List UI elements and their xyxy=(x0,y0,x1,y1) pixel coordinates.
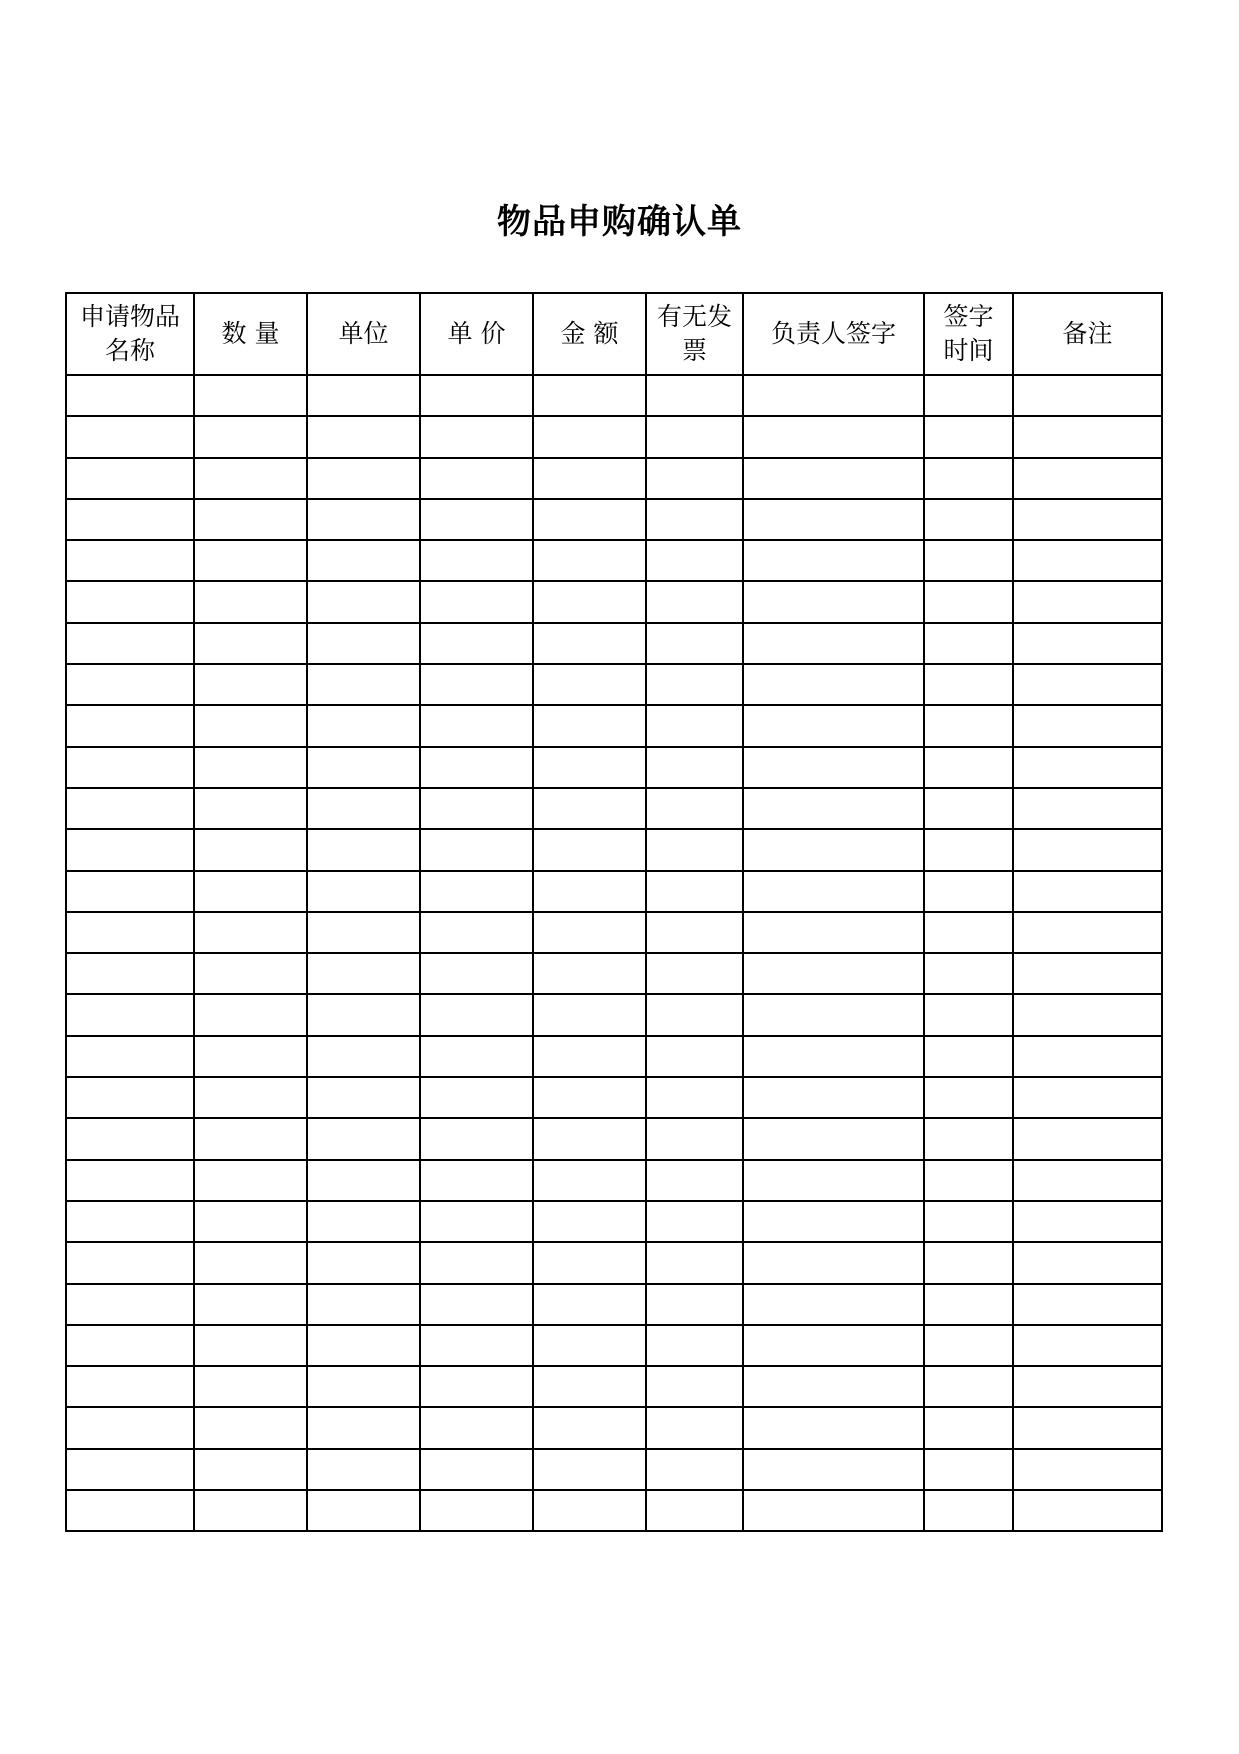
cell-invoice[interactable] xyxy=(646,499,743,540)
table-row xyxy=(66,953,1162,994)
cell-unit-price[interactable] xyxy=(420,871,533,912)
table-row xyxy=(66,458,1162,499)
cell-unit[interactable] xyxy=(307,1449,420,1490)
cell-item-name[interactable] xyxy=(66,1201,194,1242)
cell-invoice[interactable] xyxy=(646,1449,743,1490)
cell-unit[interactable] xyxy=(307,1284,420,1325)
cell-unit-price[interactable] xyxy=(420,788,533,829)
cell-responsible-signature[interactable] xyxy=(743,1077,924,1118)
cell-amount[interactable] xyxy=(533,1490,646,1531)
table-row xyxy=(66,1449,1162,1490)
cell-quantity[interactable] xyxy=(194,1077,307,1118)
cell-invoice[interactable] xyxy=(646,788,743,829)
cell-sign-time[interactable] xyxy=(924,829,1013,870)
cell-unit-price[interactable] xyxy=(420,705,533,746)
cell-amount[interactable] xyxy=(533,871,646,912)
cell-item-name[interactable] xyxy=(66,788,194,829)
cell-unit-price[interactable] xyxy=(420,581,533,622)
cell-unit-price[interactable] xyxy=(420,623,533,664)
cell-quantity[interactable] xyxy=(194,623,307,664)
cell-responsible-signature[interactable] xyxy=(743,994,924,1035)
cell-item-name[interactable] xyxy=(66,458,194,499)
cell-unit[interactable] xyxy=(307,1036,420,1077)
cell-amount[interactable] xyxy=(533,540,646,581)
cell-quantity[interactable] xyxy=(194,1407,307,1448)
table-row xyxy=(66,1036,1162,1077)
cell-unit-price[interactable] xyxy=(420,540,533,581)
cell-sign-time[interactable] xyxy=(924,1160,1013,1201)
cell-unit[interactable] xyxy=(307,953,420,994)
cell-unit[interactable] xyxy=(307,664,420,705)
cell-amount[interactable] xyxy=(533,664,646,705)
cell-sign-time[interactable] xyxy=(924,416,1013,457)
cell-amount[interactable] xyxy=(533,829,646,870)
cell-quantity[interactable] xyxy=(194,581,307,622)
cell-sign-time[interactable] xyxy=(924,1449,1013,1490)
cell-remarks[interactable] xyxy=(1013,416,1162,457)
cell-invoice[interactable] xyxy=(646,1201,743,1242)
cell-responsible-signature[interactable] xyxy=(743,1449,924,1490)
cell-remarks[interactable] xyxy=(1013,953,1162,994)
cell-responsible-signature[interactable] xyxy=(743,499,924,540)
cell-amount[interactable] xyxy=(533,994,646,1035)
cell-quantity[interactable] xyxy=(194,458,307,499)
table-row xyxy=(66,1407,1162,1448)
cell-sign-time[interactable] xyxy=(924,664,1013,705)
cell-sign-time[interactable] xyxy=(924,499,1013,540)
cell-unit[interactable] xyxy=(307,623,420,664)
cell-amount[interactable] xyxy=(533,1160,646,1201)
cell-sign-time[interactable] xyxy=(924,1490,1013,1531)
cell-invoice[interactable] xyxy=(646,540,743,581)
cell-amount[interactable] xyxy=(533,1036,646,1077)
cell-responsible-signature[interactable] xyxy=(743,664,924,705)
cell-unit-price[interactable] xyxy=(420,1284,533,1325)
cell-item-name[interactable] xyxy=(66,540,194,581)
cell-unit-price[interactable] xyxy=(420,1325,533,1366)
cell-responsible-signature[interactable] xyxy=(743,458,924,499)
cell-quantity[interactable] xyxy=(194,788,307,829)
cell-invoice[interactable] xyxy=(646,705,743,746)
cell-invoice[interactable] xyxy=(646,1366,743,1407)
header-remarks: 备注 xyxy=(1013,293,1162,375)
cell-quantity[interactable] xyxy=(194,1242,307,1283)
cell-item-name[interactable] xyxy=(66,1490,194,1531)
cell-sign-time[interactable] xyxy=(924,1325,1013,1366)
cell-item-name[interactable] xyxy=(66,1036,194,1077)
cell-responsible-signature[interactable] xyxy=(743,416,924,457)
cell-item-name[interactable] xyxy=(66,912,194,953)
cell-invoice[interactable] xyxy=(646,994,743,1035)
cell-responsible-signature[interactable] xyxy=(743,1490,924,1531)
cell-responsible-signature[interactable] xyxy=(743,1118,924,1159)
cell-amount[interactable] xyxy=(533,1118,646,1159)
cell-remarks[interactable] xyxy=(1013,1118,1162,1159)
cell-quantity[interactable] xyxy=(194,1118,307,1159)
cell-remarks[interactable] xyxy=(1013,1160,1162,1201)
cell-responsible-signature[interactable] xyxy=(743,375,924,416)
cell-amount[interactable] xyxy=(533,1077,646,1118)
cell-unit-price[interactable] xyxy=(420,1118,533,1159)
table-row xyxy=(66,1284,1162,1325)
cell-unit[interactable] xyxy=(307,705,420,746)
cell-unit[interactable] xyxy=(307,829,420,870)
cell-sign-time[interactable] xyxy=(924,581,1013,622)
cell-invoice[interactable] xyxy=(646,581,743,622)
cell-item-name[interactable] xyxy=(66,664,194,705)
cell-responsible-signature[interactable] xyxy=(743,1242,924,1283)
cell-quantity[interactable] xyxy=(194,416,307,457)
cell-item-name[interactable] xyxy=(66,375,194,416)
cell-unit[interactable] xyxy=(307,540,420,581)
cell-remarks[interactable] xyxy=(1013,747,1162,788)
table-row xyxy=(66,829,1162,870)
table-row xyxy=(66,1118,1162,1159)
cell-amount[interactable] xyxy=(533,705,646,746)
cell-unit[interactable] xyxy=(307,1407,420,1448)
header-sign-time: 签字 时间 xyxy=(924,293,1013,375)
cell-unit[interactable] xyxy=(307,499,420,540)
cell-invoice[interactable] xyxy=(646,416,743,457)
cell-responsible-signature[interactable] xyxy=(743,623,924,664)
cell-responsible-signature[interactable] xyxy=(743,953,924,994)
cell-item-name[interactable] xyxy=(66,871,194,912)
cell-unit-price[interactable] xyxy=(420,1366,533,1407)
table-row xyxy=(66,705,1162,746)
cell-invoice[interactable] xyxy=(646,1077,743,1118)
cell-quantity[interactable] xyxy=(194,1325,307,1366)
cell-item-name[interactable] xyxy=(66,1077,194,1118)
cell-sign-time[interactable] xyxy=(924,788,1013,829)
cell-amount[interactable] xyxy=(533,1449,646,1490)
table-row xyxy=(66,1077,1162,1118)
table-row xyxy=(66,994,1162,1035)
cell-unit-price[interactable] xyxy=(420,1490,533,1531)
cell-invoice[interactable] xyxy=(646,375,743,416)
cell-amount[interactable] xyxy=(533,581,646,622)
cell-unit-price[interactable] xyxy=(420,499,533,540)
table-row xyxy=(66,1490,1162,1531)
cell-invoice[interactable] xyxy=(646,1284,743,1325)
cell-remarks[interactable] xyxy=(1013,581,1162,622)
cell-item-name[interactable] xyxy=(66,747,194,788)
header-responsible-signature: 负责人签字 xyxy=(743,293,924,375)
cell-unit[interactable] xyxy=(307,1118,420,1159)
cell-unit[interactable] xyxy=(307,994,420,1035)
cell-item-name[interactable] xyxy=(66,1284,194,1325)
cell-quantity[interactable] xyxy=(194,1449,307,1490)
cell-unit[interactable] xyxy=(307,1201,420,1242)
cell-invoice[interactable] xyxy=(646,1407,743,1448)
cell-amount[interactable] xyxy=(533,375,646,416)
cell-unit[interactable] xyxy=(307,1325,420,1366)
table-row xyxy=(66,1366,1162,1407)
table-row xyxy=(66,1242,1162,1283)
header-unit-price: 单 价 xyxy=(420,293,533,375)
cell-item-name[interactable] xyxy=(66,705,194,746)
cell-remarks[interactable] xyxy=(1013,540,1162,581)
cell-remarks[interactable] xyxy=(1013,375,1162,416)
cell-unit-price[interactable] xyxy=(420,912,533,953)
cell-quantity[interactable] xyxy=(194,912,307,953)
cell-sign-time[interactable] xyxy=(924,1242,1013,1283)
cell-invoice[interactable] xyxy=(646,747,743,788)
header-item-name: 申请物品 名称 xyxy=(66,293,194,375)
cell-remarks[interactable] xyxy=(1013,1407,1162,1448)
table-body xyxy=(66,375,1162,1531)
cell-sign-time[interactable] xyxy=(924,747,1013,788)
cell-quantity[interactable] xyxy=(194,540,307,581)
cell-unit-price[interactable] xyxy=(420,829,533,870)
cell-amount[interactable] xyxy=(533,1201,646,1242)
cell-item-name[interactable] xyxy=(66,1407,194,1448)
cell-remarks[interactable] xyxy=(1013,994,1162,1035)
cell-remarks[interactable] xyxy=(1013,912,1162,953)
cell-item-name[interactable] xyxy=(66,1118,194,1159)
cell-invoice[interactable] xyxy=(646,458,743,499)
cell-item-name[interactable] xyxy=(66,1160,194,1201)
cell-responsible-signature[interactable] xyxy=(743,747,924,788)
table-row xyxy=(66,416,1162,457)
cell-quantity[interactable] xyxy=(194,1160,307,1201)
cell-responsible-signature[interactable] xyxy=(743,1284,924,1325)
cell-invoice[interactable] xyxy=(646,829,743,870)
cell-sign-time[interactable] xyxy=(924,1366,1013,1407)
header-invoice: 有无发 票 xyxy=(646,293,743,375)
table-row xyxy=(66,871,1162,912)
cell-item-name[interactable] xyxy=(66,499,194,540)
cell-unit-price[interactable] xyxy=(420,953,533,994)
table-row xyxy=(66,623,1162,664)
cell-quantity[interactable] xyxy=(194,871,307,912)
cell-remarks[interactable] xyxy=(1013,788,1162,829)
cell-sign-time[interactable] xyxy=(924,871,1013,912)
cell-item-name[interactable] xyxy=(66,623,194,664)
cell-unit-price[interactable] xyxy=(420,994,533,1035)
cell-remarks[interactable] xyxy=(1013,705,1162,746)
cell-sign-time[interactable] xyxy=(924,1036,1013,1077)
cell-sign-time[interactable] xyxy=(924,1407,1013,1448)
cell-unit-price[interactable] xyxy=(420,375,533,416)
cell-amount[interactable] xyxy=(533,458,646,499)
cell-remarks[interactable] xyxy=(1013,1490,1162,1531)
cell-sign-time[interactable] xyxy=(924,623,1013,664)
header-quantity: 数 量 xyxy=(194,293,307,375)
table-row xyxy=(66,581,1162,622)
cell-amount[interactable] xyxy=(533,953,646,994)
cell-responsible-signature[interactable] xyxy=(743,540,924,581)
cell-unit[interactable] xyxy=(307,912,420,953)
cell-invoice[interactable] xyxy=(646,1118,743,1159)
cell-unit[interactable] xyxy=(307,458,420,499)
cell-remarks[interactable] xyxy=(1013,458,1162,499)
cell-item-name[interactable] xyxy=(66,1366,194,1407)
cell-remarks[interactable] xyxy=(1013,1242,1162,1283)
table-row xyxy=(66,499,1162,540)
table-row xyxy=(66,788,1162,829)
cell-remarks[interactable] xyxy=(1013,871,1162,912)
cell-item-name[interactable] xyxy=(66,1242,194,1283)
cell-quantity[interactable] xyxy=(194,1284,307,1325)
cell-responsible-signature[interactable] xyxy=(743,1036,924,1077)
cell-sign-time[interactable] xyxy=(924,705,1013,746)
cell-remarks[interactable] xyxy=(1013,499,1162,540)
cell-amount[interactable] xyxy=(533,1407,646,1448)
cell-quantity[interactable] xyxy=(194,375,307,416)
cell-quantity[interactable] xyxy=(194,1201,307,1242)
cell-sign-time[interactable] xyxy=(924,458,1013,499)
cell-quantity[interactable] xyxy=(194,747,307,788)
cell-unit-price[interactable] xyxy=(420,458,533,499)
cell-amount[interactable] xyxy=(533,1325,646,1366)
page-title: 物品申购确认单 xyxy=(497,202,742,242)
cell-amount[interactable] xyxy=(533,416,646,457)
cell-unit[interactable] xyxy=(307,788,420,829)
cell-unit[interactable] xyxy=(307,1242,420,1283)
cell-unit-price[interactable] xyxy=(420,1242,533,1283)
cell-remarks[interactable] xyxy=(1013,1077,1162,1118)
cell-invoice[interactable] xyxy=(646,871,743,912)
cell-invoice[interactable] xyxy=(646,953,743,994)
cell-sign-time[interactable] xyxy=(924,912,1013,953)
cell-responsible-signature[interactable] xyxy=(743,871,924,912)
cell-remarks[interactable] xyxy=(1013,1366,1162,1407)
cell-invoice[interactable] xyxy=(646,664,743,705)
cell-unit-price[interactable] xyxy=(420,1160,533,1201)
cell-unit-price[interactable] xyxy=(420,1407,533,1448)
cell-item-name[interactable] xyxy=(66,829,194,870)
cell-sign-time[interactable] xyxy=(924,540,1013,581)
cell-quantity[interactable] xyxy=(194,1036,307,1077)
cell-quantity[interactable] xyxy=(194,953,307,994)
cell-sign-time[interactable] xyxy=(924,1077,1013,1118)
cell-amount[interactable] xyxy=(533,623,646,664)
cell-unit[interactable] xyxy=(307,1160,420,1201)
cell-remarks[interactable] xyxy=(1013,1036,1162,1077)
cell-amount[interactable] xyxy=(533,499,646,540)
cell-amount[interactable] xyxy=(533,747,646,788)
cell-sign-time[interactable] xyxy=(924,953,1013,994)
cell-sign-time[interactable] xyxy=(924,1284,1013,1325)
cell-sign-time[interactable] xyxy=(924,1118,1013,1159)
cell-responsible-signature[interactable] xyxy=(743,705,924,746)
cell-invoice[interactable] xyxy=(646,1490,743,1531)
cell-item-name[interactable] xyxy=(66,953,194,994)
cell-unit[interactable] xyxy=(307,581,420,622)
cell-unit[interactable] xyxy=(307,871,420,912)
table-row xyxy=(66,664,1162,705)
table-row xyxy=(66,747,1162,788)
cell-invoice[interactable] xyxy=(646,623,743,664)
table-row xyxy=(66,912,1162,953)
cell-quantity[interactable] xyxy=(194,664,307,705)
cell-amount[interactable] xyxy=(533,788,646,829)
cell-quantity[interactable] xyxy=(194,1490,307,1531)
cell-remarks[interactable] xyxy=(1013,1201,1162,1242)
table-row xyxy=(66,1325,1162,1366)
cell-sign-time[interactable] xyxy=(924,375,1013,416)
cell-responsible-signature[interactable] xyxy=(743,1201,924,1242)
cell-item-name[interactable] xyxy=(66,581,194,622)
cell-sign-time[interactable] xyxy=(924,994,1013,1035)
purchase-confirmation-table xyxy=(65,292,1163,1532)
cell-invoice[interactable] xyxy=(646,912,743,953)
cell-unit[interactable] xyxy=(307,416,420,457)
cell-responsible-signature[interactable] xyxy=(743,829,924,870)
cell-unit[interactable] xyxy=(307,375,420,416)
cell-remarks[interactable] xyxy=(1013,664,1162,705)
cell-responsible-signature[interactable] xyxy=(743,581,924,622)
cell-item-name[interactable] xyxy=(66,416,194,457)
cell-responsible-signature[interactable] xyxy=(743,912,924,953)
cell-quantity[interactable] xyxy=(194,705,307,746)
cell-unit[interactable] xyxy=(307,1077,420,1118)
cell-unit-price[interactable] xyxy=(420,1201,533,1242)
cell-unit-price[interactable] xyxy=(420,664,533,705)
table-row xyxy=(66,540,1162,581)
cell-responsible-signature[interactable] xyxy=(743,1160,924,1201)
cell-item-name[interactable] xyxy=(66,1325,194,1366)
table-row xyxy=(66,1201,1162,1242)
header-unit: 单位 xyxy=(307,293,420,375)
cell-item-name[interactable] xyxy=(66,1449,194,1490)
cell-invoice[interactable] xyxy=(646,1242,743,1283)
cell-invoice[interactable] xyxy=(646,1325,743,1366)
cell-responsible-signature[interactable] xyxy=(743,1366,924,1407)
cell-amount[interactable] xyxy=(533,912,646,953)
cell-sign-time[interactable] xyxy=(924,1201,1013,1242)
cell-unit-price[interactable] xyxy=(420,416,533,457)
table-row xyxy=(66,1160,1162,1201)
cell-invoice[interactable] xyxy=(646,1160,743,1201)
cell-remarks[interactable] xyxy=(1013,1449,1162,1490)
cell-invoice[interactable] xyxy=(646,1036,743,1077)
cell-quantity[interactable] xyxy=(194,994,307,1035)
cell-remarks[interactable] xyxy=(1013,1284,1162,1325)
cell-responsible-signature[interactable] xyxy=(743,1325,924,1366)
cell-unit-price[interactable] xyxy=(420,1449,533,1490)
cell-remarks[interactable] xyxy=(1013,623,1162,664)
table-header-row xyxy=(66,293,1162,375)
cell-unit-price[interactable] xyxy=(420,1036,533,1077)
cell-unit[interactable] xyxy=(307,1490,420,1531)
cell-responsible-signature[interactable] xyxy=(743,1407,924,1448)
cell-responsible-signature[interactable] xyxy=(743,788,924,829)
cell-quantity[interactable] xyxy=(194,499,307,540)
cell-remarks[interactable] xyxy=(1013,1325,1162,1366)
cell-amount[interactable] xyxy=(533,1284,646,1325)
cell-amount[interactable] xyxy=(533,1242,646,1283)
cell-unit-price[interactable] xyxy=(420,747,533,788)
cell-unit-price[interactable] xyxy=(420,1077,533,1118)
cell-item-name[interactable] xyxy=(66,994,194,1035)
header-amount: 金 额 xyxy=(533,293,646,375)
cell-remarks[interactable] xyxy=(1013,829,1162,870)
cell-unit[interactable] xyxy=(307,747,420,788)
cell-quantity[interactable] xyxy=(194,1366,307,1407)
cell-unit[interactable] xyxy=(307,1366,420,1407)
cell-amount[interactable] xyxy=(533,1366,646,1407)
cell-quantity[interactable] xyxy=(194,829,307,870)
table-row xyxy=(66,375,1162,416)
